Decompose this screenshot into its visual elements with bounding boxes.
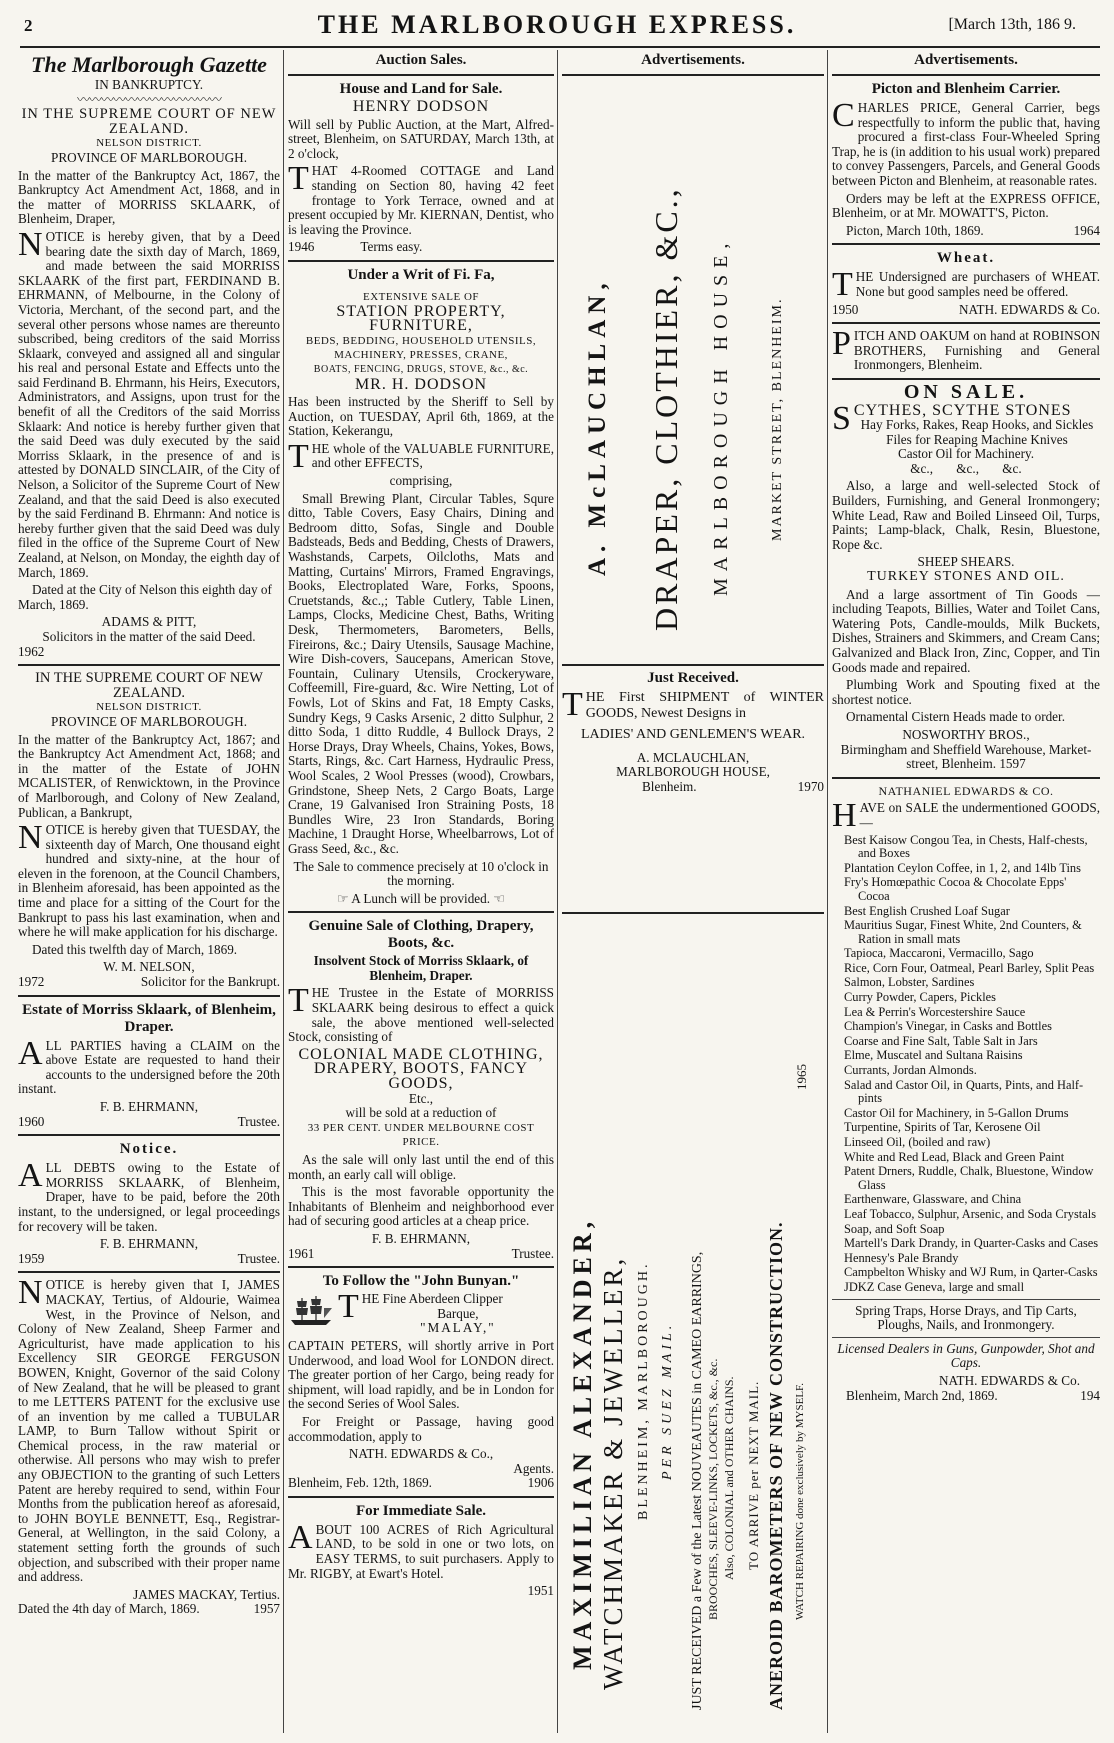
issue-date: [March 13th, 186 9. [948, 16, 1076, 33]
list-item: Best English Crushed Loaf Sugar [844, 903, 1010, 918]
signature-role: Solicitors in the matter of the said Deed. [42, 628, 256, 644]
ad-body: HE First SHIPMENT of WINTER GOODS, Newest Designs in [585, 690, 824, 721]
ad-title: Genuine Sale of Clothing, Drapery, Boots, &c. [308, 918, 534, 952]
terms: Terms easy. [360, 239, 423, 255]
notice-title: Notice. [119, 1141, 179, 1158]
ad-pitch-oakum [832, 325, 1100, 373]
drop-cap: N [18, 819, 43, 857]
drop-cap: A [288, 1518, 313, 1556]
list-item: JDKZ Case Geneva, large and small [844, 1279, 1025, 1294]
list-item: Champion's Vinegar, in Casks and Bottles [844, 1019, 1052, 1034]
ad-paragraph: Licensed Dealers in Guns, Gunpowder, Shot and Caps. [837, 1340, 1095, 1371]
signature: F. B. EHRMANN, [99, 1099, 199, 1114]
ad-intro: Has been instructed by the Sheriff to Sell by Auction, on TUESDAY, April 6th, 1869, at the Station, Kekerangu, [288, 394, 554, 439]
vertical-text: MAXIMILIAN ALEXANDER, [568, 1216, 597, 1670]
vertical-text: MARKET STREET, BLENHEIM. [770, 297, 785, 541]
ad-title: ON SALE. [903, 380, 1029, 403]
column-4 [832, 50, 1100, 1733]
drop-cap: T [288, 982, 309, 1020]
list-item: Rice, Corn Four, Oatmeal, Pearl Barley, Split Peas [844, 960, 1095, 975]
ad-headline: TURKEY STONES AND OIL. [867, 569, 1065, 585]
list-item: Fry's Homœpathic Cocoa & Chocolate Epps' Cocoa [844, 875, 1067, 903]
ad-carrier [832, 81, 1100, 238]
signature: NATH. EDWARDS & Co., [348, 1446, 494, 1462]
ad-headline: Etc., [408, 1090, 434, 1106]
ad-number: 1946 [288, 239, 315, 255]
ad-clothing-sale [288, 918, 554, 1261]
newspaper-title: THE MARLBOROUGH EXPRESS. [317, 10, 797, 39]
notice-debts [18, 1141, 280, 1266]
ad-headline: 33 PER CENT. UNDER MELBOURNE COST PRICE. [307, 1121, 535, 1149]
ad-on-sale [832, 380, 1100, 772]
ad-paragraph: Also, a large and well-selected Stock of Builders, Furnishing, and General Ironmongery; White Lead, Raw and Boiled Linseed Oil, Turps, Paints; Lamp-black, Chalk, Resin, Bluestone, Rope &c. [832, 478, 1100, 552]
ad-malay-barque [288, 1273, 554, 1491]
court-heading: IN THE SUPREME COURT OF NEW ZEALAND. [21, 106, 277, 137]
ad-divider [562, 912, 824, 914]
list-item: Soap, and Soft Soap [844, 1221, 945, 1236]
signature: A. MCLAUCHLAN, [636, 749, 750, 765]
ad-headline: MACHINERY, PRESSES, CRANE, [334, 349, 508, 362]
dated-line: Blenheim, Feb. 12th, 1869. [288, 1475, 432, 1491]
vertical-text: TO ARRIVE per NEXT MAIL. [746, 1380, 761, 1570]
signature-role: Trustee. [237, 1250, 280, 1266]
notice-patent [18, 1274, 280, 1617]
gazette-title: The Marlborough Gazette [31, 52, 267, 77]
vertical-text: JUST RECEIVED a Few of the Latest NOUVEAUTES in CAMEO EARRINGS, [690, 1251, 705, 1710]
signature: ADAMS & PITT, [101, 614, 197, 630]
court-heading: IN THE SUPREME COURT OF NEW ZEALAND. [35, 670, 263, 701]
vertical-text: ANEROID BAROMETERS OF NEW CONSTRUCTION. [766, 1221, 786, 1710]
ad-number: 1961 [288, 1245, 315, 1261]
ad-number: 194 [1080, 1387, 1100, 1403]
list-item: Martell's Dark Drandy, in Quarter-Casks and Cases [844, 1236, 1099, 1251]
section-header: Advertisements. [914, 52, 1018, 68]
list-item: Curry Powder, Capers, Pickles [844, 990, 996, 1005]
list-item: Salad and Castor Oil, in Quarts, Pints, and Half-pints [844, 1077, 1084, 1106]
drop-cap: C [832, 97, 855, 134]
vertical-text: Also, COLONIAL and OTHER CHAINS. [722, 1376, 736, 1580]
dated-line: Blenheim, March 2nd, 1869. [846, 1387, 998, 1403]
list-item: Best Kaisow Congou Tea, in Chests, Half-chests, and Boxes [844, 832, 1088, 861]
ad-number: 1951 [527, 1583, 554, 1599]
ad-paragraph: As the sale will only last until the end of this month, an early call will oblige. [288, 1152, 554, 1182]
list-item: Hennesy's Pale Brandy [844, 1250, 959, 1265]
ad-number: 1962 [18, 643, 45, 659]
ad-number: 1970 [797, 778, 824, 794]
drop-cap: T [832, 266, 853, 304]
ad-just-received [562, 668, 824, 914]
ad-lead: AVE on SALE the undermentioned GOODS,— [859, 800, 1100, 830]
ad-paragraph: Orders may be left at the EXPRESS OFFICE, Blenheim, or at Mr. MOWATT'S, Picton. [832, 190, 1100, 221]
ad-body: HAT 4-Roomed COTTAGE and Land standing on Section 80, having 42 feet frontage to York Terrace, owned and at present occupied by Mr. KIERNAN, Dentist, who is leaving the Province. [288, 163, 554, 237]
matter-text: In the matter of the Bankruptcy Act, 1867, the Bankruptcy Act Amendment Act, 1868, and in the matter of MORRISS SKLAARK, of Blenheim, Draper, [18, 167, 280, 227]
signature: W. M. NELSON, [103, 959, 195, 975]
ad-body: BOUT 100 ACRES of Rich Agricultural LAND, to be sold in one or two lots, on EASY TERMS, to suit purchasers. Apply to Mr. RIGBY, at Ewart's Hotel. [288, 1521, 554, 1581]
ad-paragraph: Plumbing Work and Spouting fixed at the shortest notice. [832, 677, 1100, 707]
signature: NATH. EDWARDS & Co. [938, 1372, 1080, 1388]
masthead [0, 0, 1114, 44]
drop-cap: T [562, 686, 583, 723]
notice-estate-claims [18, 1002, 280, 1130]
matter-text: In the matter of the Bankruptcy Act, 1867; and the Bankruptcy Act Amendment Act, 1868; and in the matter of the Estate of JOHN MCALISTER, of Renwicktown, in the Province of Marlborough, and Colony of New Zealand, Publican, a Bankrupt, [18, 731, 280, 820]
notice-body: OTICE is hereby given that I, JAMES MACKAY, Tertius, of Aldourie, Waimea West, in the Province of Nelson, and Colony of New Zealand, Sheep Farmer and Agriculturist, have made application to his Excellency SIR GEORGE FERGUSON BOWEN, Knight, Governor of the said Colony of New Zealand, that he will be pleased to grant to me LETTERS PATENT for the exclusive use of an invention by me called a TUBULAR LAMP, to Burn Tallow without Spirit or Chemical process, in the raw material or otherwise. All persons who may wish to prefer any OBJECTION to the granting of such Letters Patent are hereby required to send, within Four Months from the publication hereof as aforesaid, to JOHN BOYLE BENNETT, Esq., Registrar-General, at Wellington, in the said Colony, a statement setting forth the grounds of such objection, and subscribed with their proper name and address. [18, 1277, 280, 1585]
province-heading: PROVINCE OF MARLBOROUGH. [50, 149, 247, 165]
drop-cap: S [832, 399, 851, 437]
ad-headline: DRAPERY, BOOTS, FANCY GOODS, [313, 1060, 529, 1093]
ad-title: House and Land for Sale. [339, 81, 503, 97]
hand-pointer-icon: ☞ [336, 890, 352, 906]
list-item: Salmon, Lobster, Sardines [844, 975, 975, 990]
ad-title: Just Received. [647, 670, 739, 686]
ad-headline: LADIES' AND GENLEMEN'S WEAR. [580, 727, 806, 742]
dated-line: Dated this twelfth day of March, 1869. [32, 941, 238, 957]
ad-headline: STATION PROPERTY, FURNITURE, [336, 302, 506, 335]
signature: JAMES MACKAY, Tertius. [133, 1586, 280, 1602]
drop-cap: H [832, 797, 857, 835]
list-item: Patent Drners, Ruddle, Chalk, Bluestone, Window Glass [844, 1164, 1094, 1192]
ship-name: "MALAY," [420, 1320, 496, 1336]
ad-title: Wheat. [936, 250, 996, 267]
list-item: Elme, Muscatel and Sultana Raisins [844, 1048, 1023, 1063]
vertical-text: BROOCHES, SLEEVE-LINKS, LOCKETS, &c., &c. [706, 1358, 720, 1620]
drop-cap: T [288, 437, 309, 475]
ad-house-land [288, 81, 554, 255]
ad-mclauchlan-vertical [562, 96, 824, 656]
notice-body: OTICE is hereby given, that by a Deed bearing date the sixth day of March, 1869, and made between the said MORRISS SKLAARK of the first part, FERDINAND B. EHRMANN, of Melbourne, in the Colony of Victoria, Merchant, of the second part, and the several other persons whose names are thereunto subscribed, being creditors of the said Morriss Sklaark, conveyed and assigned all and singular his real and personal Estate and Effects unto the said Ferdinand B. Ehrmann, his Heirs, Executors, Administrators, and Assigns, upon trust for the benefit of all the Creditors of the said Morriss Sklaark: And notice is hereby further given that the said Deed was duly executed by the said Morriss Sklaark, in the presence of and is attested by DONALD SINCLAIR, of the City of Nelson, a Solicitor of the Supreme Court of New Zealand, and that the said Deed is also executed by the said Ferdinand B. Ehrmann: And notice is hereby further given that the said Deed was duly filed in the office of the Supreme Court of New Zealand, at Nelson, on Monday, the eighth day of March, 1869. [18, 228, 280, 580]
ad-title: For Immediate Sale. [355, 1502, 487, 1519]
ad-line: Files for Reaping Machine Knives [886, 431, 1068, 447]
ad-writ-sale [288, 267, 554, 906]
ad-line: Hay Forks, Rakes, Reap Hooks, and Sickles [860, 417, 1094, 433]
drop-cap: P [832, 325, 851, 363]
ad-immediate-sale [288, 1503, 554, 1599]
ad-nathaniel-edwards [832, 784, 1100, 1403]
ad-paragraph: Ornamental Cistern Heads made to order. [846, 709, 1065, 725]
notice-body: LL DEBTS owing to the Estate of MORRISS SKLAARK, of Blenheim, Draper, have to be paid, before the 20th instant, to the undersigned, or legal proceedings for recovery will be taken. [18, 1160, 280, 1234]
item-list: Small Brewing Plant, Circular Tables, Squre ditto, Table Covers, Easy Chairs, Dining and Bedroom ditto, Sofas, Single and Double Badsteads, Beds and Bedding, Chests of Drawers, Washstands, Carpets, Oilcloths, Mats and Matting, Curtains' Mirrors, Framed Engravings, Books, Electroplated Ware, Forks, Spoons, Cruetstands, &c.,; Table Cutlery, Table Linen, Lamps, Clocks, Medicine Chest, Baths, Writing Desk, Thermometers, Barometers, Bells, Fireirons, &c.; Dairy Utensils, Sausage Machine, Wire Dish-covers, Saucepans, American Stove, Fountain, Culinary Utensils, Crockeryware, Coffeemill, Fire-guard, &c. Wire Netting, Lot of Fowls, Lot of Skins and Fat, 18 Empty Casks, Sundry Kegs, 9 Casks Arsenic, 2 ditto Sulphur, 2 ditto Soda, 1 ditto Ruddle, 4 Bullock Drays, 2 Horse Drays, Dray Wheels, Chains, Yokes, Bows, Starts, Rings, &c. Cart Harness, Hydraulic Press, Wool Scales, 2 Wool Presses (wood), Crowbars, Grindstone, Sheep Nets, 2 Cargo Boats, Large Crane, 19 Galvanised Iron Straining Posts, 18 Bundles Wire, 23 Iron Standards, Boring Machine, 1 Draught Horse, Wheelbarrows, Lot of Grass Seed, &c., &c. [288, 490, 554, 856]
notice-bankruptcy-sklaark [18, 107, 280, 659]
column-2 [288, 50, 554, 1733]
ad-wheat [832, 250, 1100, 317]
ad-body: ITCH AND OAKUM on hand at ROBINSON BROTHERS, Furnishing and General Ironmongers, Blenheim. [853, 328, 1100, 373]
ad-divider [562, 664, 824, 666]
drop-cap: N [18, 1274, 43, 1312]
vertical-text: PER SUEZ MAIL. [660, 1321, 675, 1480]
ad-body: HE Undersigned are purchasers of WHEAT. None but good samples need be offered. [855, 269, 1100, 299]
signature: F. B. EHRMANN, [371, 1230, 471, 1246]
auctioneer-name: MR. H. DODSON [354, 375, 488, 393]
ad-subtitle: EXTENSIVE SALE OF [362, 290, 480, 303]
ad-paragraph: This is the most favorable opportunity the Inhabitants of Blenheim and neighborhood ever had of securing good articles at a cheap price. [288, 1184, 554, 1229]
town: Blenheim. [642, 778, 697, 794]
column-divider [827, 50, 828, 1733]
dated-line: Dated the 4th day of March, 1869. [18, 1601, 200, 1617]
drop-cap: T [288, 160, 309, 198]
signature-role: Agents. [513, 1460, 554, 1476]
notice-title: Estate of Morriss Sklaark, of Blenheim, Draper. [22, 1001, 276, 1035]
ad-headline: SHEEP SHEARS. [917, 554, 1015, 570]
dated-line: Dated at the City of Nelson this eighth day of March, 1869. [18, 582, 272, 612]
ad-title: To Follow the "John Bunyan." [322, 1273, 520, 1290]
ad-title: Picton and Blenheim Carrier. [871, 81, 1061, 97]
ad-number: 1959 [18, 1250, 45, 1266]
list-item: Leaf Tobacco, Sulphur, Arsenic, and Soda Crystals [844, 1206, 1097, 1221]
section-header: Auction Sales. [375, 52, 467, 68]
ad-body: HE Trustee in the Estate of MORRISS SKLAARK being desirous to effect a quick sale, the above mentioned well-selected Stock, consisting of [288, 985, 554, 1045]
gazette-subtitle: IN BANKRUPTCY. [94, 77, 204, 92]
district-heading: NELSON DISTRICT. [96, 701, 202, 714]
dated-line: Picton, March 10th, 1869. [846, 222, 984, 238]
ad-line: HE Fine Aberdeen Clipper [361, 1291, 503, 1307]
list-item: Castor Oil for Machinery, in 5-Gallon Drums [844, 1105, 1069, 1120]
ad-paragraph: And a large assortment of Tin Goods —including Teapots, Billies, Water and Toilet Cans, Watering Pots, Candle-moulds, Milk Buckets, Dishes, Strainers and Skimmers, and Cream Cans; Galvanized and Black Iron, Zinc, Copper, and Tin Goods made and repaired. [832, 586, 1100, 675]
ad-number: 1965 [794, 1064, 809, 1090]
signature-role: Trustee. [511, 1245, 554, 1261]
list-item: Plantation Ceylon Coffee, in 1, 2, and 14lb Tins [844, 860, 1081, 875]
commence-note: The Sale to commence precisely at 10 o'clock in the morning. [293, 858, 549, 889]
ad-title: NATHANIEL EDWARDS & CO. [878, 783, 1054, 798]
wave-divider: 〰〰〰〰〰〰〰〰〰〰〰〰 [76, 91, 221, 107]
ad-alexander-vertical [562, 920, 824, 1720]
vertical-text: A. McLAUCHLAN, [584, 277, 611, 576]
auctioneer-name: HENRY DODSON [352, 98, 490, 115]
hand-pointer-icon: ☜ [490, 890, 506, 906]
drop-cap: T [338, 1288, 359, 1326]
column-divider [283, 50, 284, 1733]
ad-number: 1950 [832, 301, 859, 317]
ad-headline: will be sold at a reduction of [345, 1105, 497, 1121]
ad-intro: Will sell by Public Auction, at the Mart, Alfred-street, Blenheim, on SATURDAY, March 13th, at 2 o'clock, [288, 116, 554, 161]
section-header: Advertisements. [641, 52, 745, 68]
signature: NATH. EDWARDS & Co. [958, 301, 1100, 317]
ad-subtitle: Insolvent Stock of Morriss Sklaark, of Blenheim, Draper. [313, 953, 529, 983]
vertical-text: BLENHEIM, MARLBOROUGH. [636, 1261, 651, 1520]
ad-headline: COLONIAL MADE CLOTHING, [298, 1045, 544, 1063]
list-item: Coarse and Fine Salt, Table Salt in Jars [844, 1033, 1038, 1048]
ad-number: 1597 [999, 756, 1026, 772]
ad-lead: HE whole of the VALUABLE FURNITURE, and other EFFECTS, [311, 440, 554, 471]
ad-number: 1972 [18, 974, 45, 990]
list-item: Earthenware, Glassware, and China [844, 1192, 1022, 1207]
ad-number: 1960 [18, 1113, 45, 1129]
page-number: 2 [24, 16, 33, 35]
ship-icon [288, 1294, 334, 1328]
goods-list [832, 834, 1100, 1295]
ad-paragraph: Spring Traps, Horse Drays, and Tip Carts, Ploughs, Nails, and Ironmongery. [855, 1302, 1077, 1333]
business-name: MARLBOROUGH HOUSE, [616, 764, 770, 780]
vertical-text: WATCHMAKER & JEWELLER, [598, 1255, 628, 1690]
signature-role: Solicitor for the Bankrupt. [140, 974, 280, 990]
ad-line: &c., &c., &c. [910, 460, 1022, 476]
list-item: Tapioca, Maccaroni, Vermacillo, Sago [844, 946, 1034, 961]
list-item: Mauritius Sugar, Finest White, 2nd Counters, & Ration in small mats [844, 918, 1082, 946]
list-item: Turpentine, Spirits of Tar, Kerosene Oil [844, 1120, 1041, 1135]
ad-number: 1957 [253, 1601, 280, 1617]
ad-headline: BOATS, FENCING, DRUGS, STOVE, &c., &c. [313, 363, 529, 375]
vertical-text: MARLBOROUGH HOUSE, [710, 236, 732, 596]
vertical-text: DRAPER, CLOTHIER, &C., [648, 186, 684, 631]
ad-line: CYTHES, SCYTHE STONES [853, 401, 1072, 419]
list-item: Currants, Jordan Almonds. [844, 1063, 977, 1078]
signature-address: Birmingham and Sheffield Warehouse, Market-street, Blenheim. 1597 [840, 741, 1092, 772]
lunch-note: ☞ A Lunch will be provided. ☜ [336, 890, 506, 906]
district-heading: NELSON DISTRICT. [96, 137, 202, 150]
masthead-rule [20, 46, 1100, 48]
vertical-text: WATCH REPAIRING done exclusively by MYSELF. [794, 1382, 806, 1620]
drop-cap: A [18, 1157, 43, 1195]
province-heading: PROVINCE OF MARLBOROUGH. [50, 713, 247, 729]
notice-body: LL PARTIES having a CLAIM on the above Estate are requested to hand their accounts to the undersigned before the 20th instant. [18, 1037, 280, 1097]
ad-paragraph: For Freight or Passage, having good accommodation, apply to [288, 1413, 554, 1444]
drop-cap: N [18, 225, 43, 263]
ad-headline: BEDS, BEDDING, HOUSEHOLD UTENSILS, [305, 334, 537, 347]
ad-number: 1964 [1073, 222, 1100, 238]
ad-body: HARLES PRICE, General Carrier, begs respectfully to inform the public that, having procured a first-class Four-Wheeled Spring Trap, he is (in addition to his usual work) prepared to convey Passengers, Parcels, and General Goods between Picton and Blenheim, at reasonable rates. [832, 100, 1100, 188]
ad-title: Under a Writ of Fi. Fa, [347, 266, 495, 283]
signature: F. B. EHRMANN, [99, 1236, 199, 1252]
ad-line: Castor Oil for Machinery. [897, 446, 1035, 462]
column-divider [557, 50, 558, 1733]
ad-body: CAPTAIN PETERS, will shortly arrive in Port Underwood, and load Wool for LONDON direct. The greater portion of her Cargo, being ready for shipment, will load rapidly, and be in London for the second Series of Wool Sales. [288, 1337, 554, 1412]
list-item: Campbelton Whisky and WJ Rum, in Qarter-Casks [844, 1265, 1098, 1280]
comprising: comprising, [389, 473, 453, 489]
signature-role: Trustee. [237, 1113, 280, 1129]
list-item: Lea & Perrin's Worcestershire Sauce [844, 1004, 1026, 1019]
list-item: White and Red Lead, Black and Green Paint [844, 1149, 1065, 1164]
signature: NOSWORTHY BROS., [902, 726, 1030, 742]
ad-line: Barque, [437, 1305, 479, 1321]
ad-number: 1906 [527, 1475, 554, 1491]
column-1 [18, 50, 280, 1733]
list-item: Linseed Oil, (boiled and raw) [844, 1135, 991, 1149]
drop-cap: A [18, 1034, 43, 1072]
notice-body: OTICE is hereby given that TUESDAY, the sixteenth day of March, One thousand eight hundred and sixty-nine, at the hour of eleven in the forenoon, at the Council Chambers, in Blenheim aforesaid, has been appointed as the time and place for a sitting of the Court for the Bankrupt to pass his last examination, when and where he will make application for his discharge. [18, 822, 280, 940]
notice-bankruptcy-mcalister [18, 671, 280, 989]
